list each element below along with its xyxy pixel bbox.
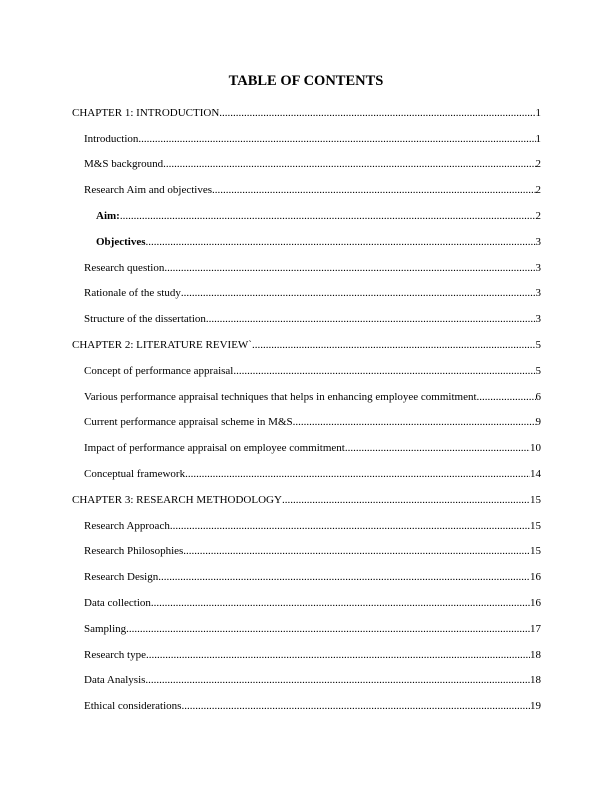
toc-entry-text: Research Aim and objectives: [84, 184, 212, 197]
toc-entry-text: Research question: [84, 261, 165, 274]
toc-page-number: 3: [535, 261, 541, 274]
toc-page-number: 1: [535, 132, 541, 145]
toc-entry[interactable]: [72, 487, 541, 513]
toc-page-number: 6: [535, 390, 541, 403]
toc-entry[interactable]: [72, 332, 541, 358]
toc-entry-text: CHAPTER 2: LITERATURE REVIEW`: [72, 339, 252, 352]
toc-leader-dots: [345, 441, 530, 455]
toc-leader-dots: [120, 209, 536, 223]
toc-entry[interactable]: [72, 126, 541, 152]
toc-leader-dots: [170, 519, 530, 533]
toc-entry[interactable]: [72, 590, 541, 616]
toc-entry-text: Research type: [84, 648, 146, 661]
toc-page-number: 17: [530, 622, 541, 635]
toc-entry-text: M&S background: [84, 158, 164, 171]
toc-entry-text: Concept of performance appraisal: [84, 364, 234, 377]
toc-leader-dots: [164, 261, 535, 275]
toc-page-number: 16: [530, 571, 541, 584]
toc-entry-text: Objectives: [96, 235, 146, 248]
toc-entry-text: Data collection: [84, 597, 151, 610]
toc-leader-dots: [219, 106, 535, 120]
toc-entry[interactable]: [72, 358, 541, 384]
toc-entry-text: Research Approach: [84, 519, 170, 532]
toc-entry-text: Sampling: [84, 622, 127, 635]
toc-page-number: 18: [530, 648, 541, 661]
toc-page-number: 16: [530, 597, 541, 610]
toc-entry[interactable]: [72, 306, 541, 332]
toc-entry-text: Ethical considerations: [84, 700, 182, 713]
toc-page-number: 10: [530, 442, 541, 455]
toc-entry[interactable]: [72, 461, 541, 487]
toc-page-number: 3: [535, 235, 541, 248]
toc-entry[interactable]: [72, 100, 541, 126]
toc-entry-text: Conceptual framework: [84, 468, 186, 481]
toc-leader-dots: [183, 544, 530, 558]
toc-leader-dots: [126, 622, 530, 636]
toc-entry[interactable]: [72, 564, 541, 590]
toc-page-number: 5: [535, 364, 541, 377]
toc-leader-dots: [233, 364, 535, 378]
toc-entry[interactable]: [72, 642, 541, 668]
toc-leader-dots: [185, 467, 530, 481]
toc-leader-dots: [477, 390, 536, 404]
toc-entry[interactable]: [72, 693, 541, 719]
toc-leader-dots: [145, 235, 535, 249]
toc-page-number: 15: [530, 519, 541, 532]
toc-entry[interactable]: [72, 384, 541, 410]
toc-entry-text: CHAPTER 3: RESEARCH METHODOLOGY: [72, 493, 282, 506]
toc-leader-dots: [212, 183, 536, 197]
toc-page-number: 15: [530, 493, 541, 506]
toc-entry[interactable]: [72, 255, 541, 281]
toc-leader-dots: [181, 286, 536, 300]
toc-list: [72, 100, 541, 719]
toc-entry[interactable]: [72, 513, 541, 539]
toc-leader-dots: [151, 596, 530, 610]
toc-page-number: 2: [535, 184, 541, 197]
toc-leader-dots: [181, 699, 530, 713]
toc-entry[interactable]: [72, 203, 541, 229]
toc-entry-text: Introduction: [84, 132, 139, 145]
toc-entry-text: CHAPTER 1: INTRODUCTION: [72, 106, 220, 119]
toc-page-number: 2: [535, 158, 541, 171]
toc-page-number: 5: [535, 339, 541, 352]
toc-entry-text: Impact of performance appraisal on employee commitment: [84, 442, 345, 455]
toc-leader-dots: [163, 157, 535, 171]
toc-leader-dots: [138, 132, 535, 146]
toc-leader-dots: [252, 338, 536, 352]
toc-entry[interactable]: [72, 435, 541, 461]
toc-leader-dots: [146, 648, 530, 662]
toc-page-number: 14: [530, 468, 541, 481]
toc-entry-text: Research Philosophies: [84, 545, 184, 558]
toc-entry-text: Rationale of the study: [84, 287, 181, 300]
toc-entry[interactable]: [72, 177, 541, 203]
toc-entry[interactable]: [72, 152, 541, 178]
toc-entry[interactable]: [72, 539, 541, 565]
toc-page-number: 3: [535, 313, 541, 326]
toc-page-number: 18: [530, 674, 541, 687]
toc-entry-text: Structure of the dissertation: [84, 313, 206, 326]
toc-page-number: 19: [530, 700, 541, 713]
toc-page-number: 9: [535, 416, 541, 429]
toc-entry[interactable]: [72, 410, 541, 436]
toc-entry[interactable]: [72, 281, 541, 307]
toc-title: TABLE OF CONTENTS: [228, 73, 384, 89]
toc-entry-text: Current performance appraisal scheme in M&S: [84, 416, 293, 429]
toc-entry[interactable]: [72, 229, 541, 255]
toc-leader-dots: [158, 570, 530, 584]
toc-entry-text: Research Design: [84, 571, 159, 584]
toc-page-number: 1: [535, 106, 541, 119]
toc-entry[interactable]: [72, 668, 541, 694]
toc-page-number: 2: [535, 210, 541, 223]
toc-entry-text: Data Analysis: [84, 674, 146, 687]
toc-entry[interactable]: [72, 616, 541, 642]
toc-leader-dots: [293, 415, 536, 429]
toc-leader-dots: [145, 673, 530, 687]
toc-page-number: 3: [535, 287, 541, 300]
toc-page-number: 15: [530, 545, 541, 558]
toc-leader-dots: [206, 312, 536, 326]
toc-entry-text: Aim:: [96, 210, 120, 223]
toc-entry-text: Various performance appraisal techniques that helps in enhancing employee commitment: [84, 390, 477, 403]
toc-leader-dots: [282, 493, 530, 507]
